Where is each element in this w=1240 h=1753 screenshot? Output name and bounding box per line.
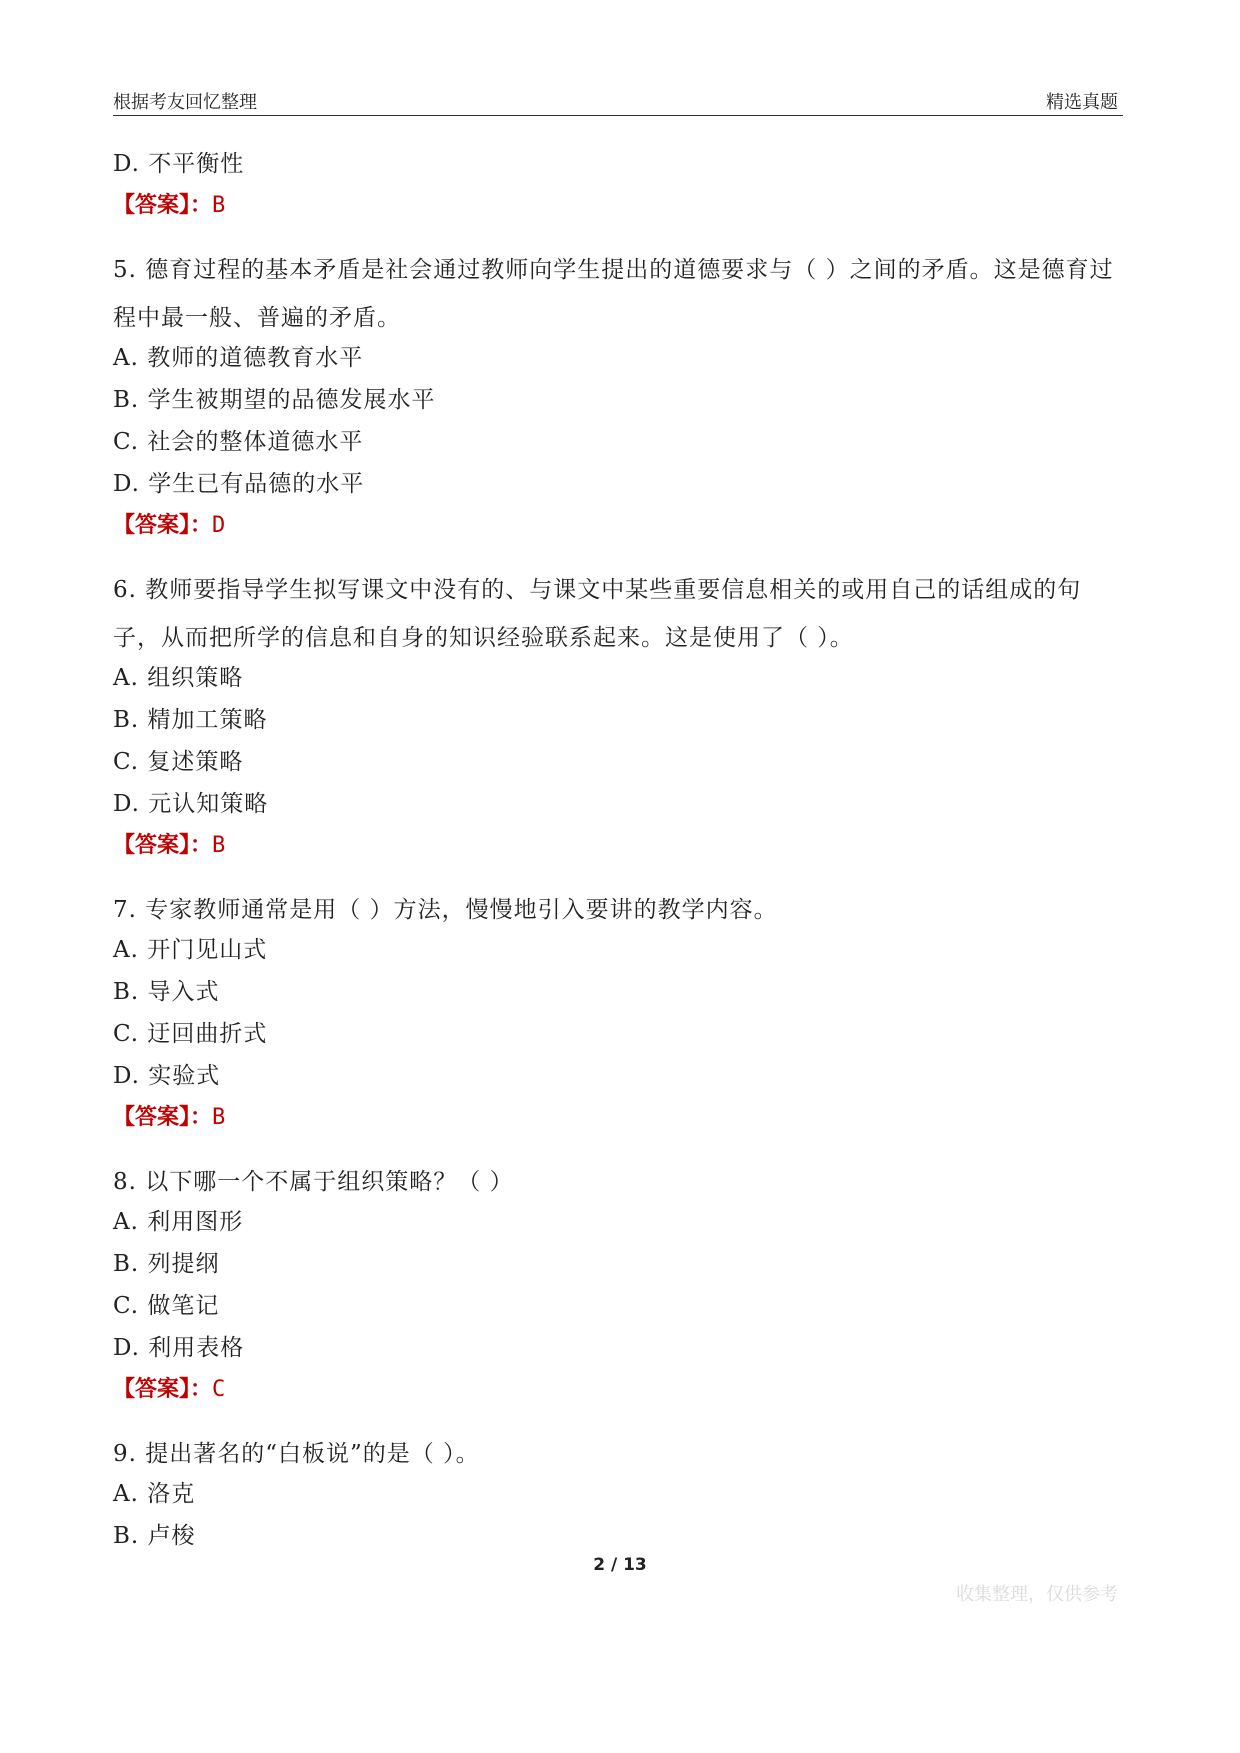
q8-option-b: B. 列提纲 xyxy=(113,1251,220,1277)
q8-option-a: A. 利用图形 xyxy=(113,1209,244,1235)
header-left-text: 根据考友回忆整理 xyxy=(113,92,257,113)
q6-option-b: B. 精加工策略 xyxy=(113,707,268,733)
q7-option-a: A. 开门见山式 xyxy=(113,937,268,963)
q6-option-a: A. 组织策略 xyxy=(113,665,244,691)
q8-answer xyxy=(113,1374,1125,1422)
q7-stem: 7. 专家教师通常是用（ ）方法，慢慢地引入要讲的教学内容。 xyxy=(113,897,778,923)
q7-option-b: B. 导入式 xyxy=(113,979,220,1005)
q5-option-a: A. 教师的道德教育水平 xyxy=(113,345,364,371)
q4-option-d: D. 不平衡性 xyxy=(113,151,245,177)
q4-answer xyxy=(113,190,1125,238)
q7-option-c: C. 迂回曲折式 xyxy=(113,1021,268,1047)
q6-option-d: D. 元认知策略 xyxy=(113,791,269,817)
q7-option-d: D. 实验式 xyxy=(113,1063,221,1089)
watermark-text: 收集整理，仅供参考 xyxy=(956,1584,1118,1605)
answer-value: B xyxy=(212,1105,226,1130)
q6-option-c: C. 复述策略 xyxy=(113,749,244,775)
q7-answer xyxy=(113,1102,1125,1150)
q5-option-c: C. 社会的整体道德水平 xyxy=(113,429,364,455)
q5-option-d: D. 学生已有品德的水平 xyxy=(113,471,365,497)
q8-option-c: C. 做笔记 xyxy=(113,1293,220,1319)
answer-label: 【答案】： xyxy=(113,833,213,858)
answer-label: 【答案】： xyxy=(113,513,213,538)
answer-value: D xyxy=(212,513,226,538)
q6-answer xyxy=(113,830,1125,878)
q9-option-b: B. 卢梭 xyxy=(113,1523,196,1549)
answer-label: 【答案】： xyxy=(113,1105,213,1130)
page-number: 2 / 13 xyxy=(593,1555,647,1575)
q9-stem: 9. 提出著名的“白板说”的是（ ）。 xyxy=(113,1441,480,1467)
q9-option-a: A. 洛克 xyxy=(113,1481,196,1507)
q8-stem: 8. 以下哪一个不属于组织策略？（ ） xyxy=(113,1169,514,1195)
q8-option-d: D. 利用表格 xyxy=(113,1335,245,1361)
header-right-text: 精选真题 xyxy=(1046,92,1118,113)
answer-value: B xyxy=(212,193,226,218)
document-body xyxy=(113,148,1125,1562)
q5-answer xyxy=(113,510,1125,558)
page-header xyxy=(113,84,1123,116)
answer-value: C xyxy=(212,1377,226,1402)
answer-label: 【答案】： xyxy=(113,193,213,218)
answer-label: 【答案】： xyxy=(113,1377,213,1402)
q5-stem: 5. 德育过程的基本矛盾是社会通过教师向学生提出的道德要求与（ ）之间的矛盾。这是德育过程中最一般、普遍的矛盾。 xyxy=(113,257,1114,331)
q6-stem: 6. 教师要指导学生拟写课文中没有的、与课文中某些重要信息相关的或用自己的话组成的句子，从而把所学的信息和自身的知识经验联系起来。这是使用了（ ）。 xyxy=(113,577,1082,651)
q5-option-b: B. 学生被期望的品德发展水平 xyxy=(113,387,436,413)
answer-value: B xyxy=(212,833,226,858)
